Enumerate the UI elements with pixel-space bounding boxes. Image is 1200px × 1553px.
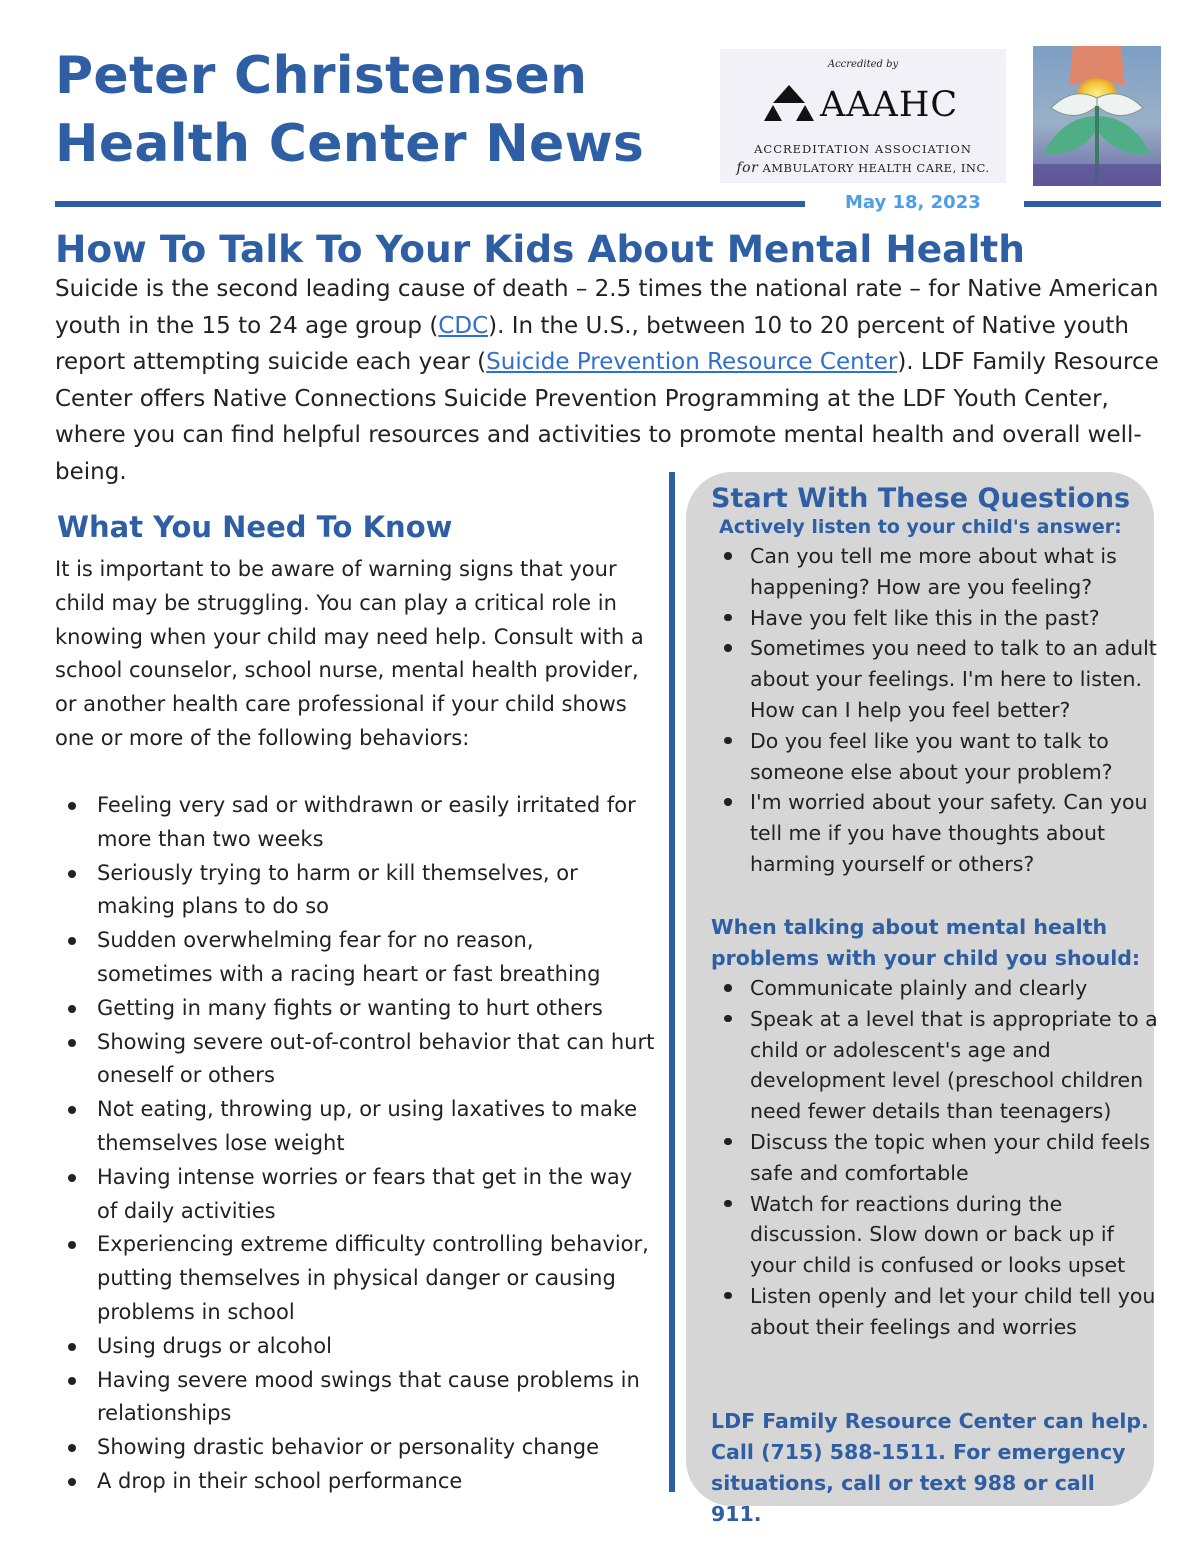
intro-text-1: Suicide is the second leading cause of death – 2.5 times the national rate – for Native American youth in the 15 to 24 age group ( [55, 276, 1159, 339]
list-item [711, 973, 1161, 1004]
aaahc-logo [720, 49, 1006, 183]
list-item-text: Communicate plainly and clearly [750, 976, 1088, 1000]
column-divider [669, 472, 675, 1492]
list-item [711, 1127, 1161, 1189]
bullet-icon [724, 1015, 732, 1023]
list-item-text: I'm worried about your safety. Can you tell me if you have thoughts about harming yourself or others? [750, 790, 1148, 876]
list-item-text: Sometimes you need to talk to an adult about your feelings. I'm here to listen. How can I help you feel better? [750, 636, 1157, 722]
list-item-text: Having severe mood swings that cause problems in relationships [97, 1367, 640, 1426]
list-item [711, 1004, 1161, 1127]
header-rule-left [55, 201, 805, 207]
issue-date: May 18, 2023 [845, 192, 981, 213]
bullet-icon [724, 737, 732, 745]
title-line-2: Health Center News [55, 114, 645, 174]
sprc-link[interactable]: Suicide Prevention Resource Center [486, 349, 898, 375]
list-item-text: A drop in their school performance [97, 1468, 463, 1493]
title-line-1: Peter Christensen [55, 46, 588, 106]
logo-line-2 [720, 160, 1006, 176]
questions-list [711, 541, 1161, 880]
sidebar-footer: LDF Family Resource Center can help. Call (715) 588-1511. For emergency situations, call or text 988 or call 911. [711, 1409, 1149, 1526]
artwork-image [1033, 46, 1161, 186]
list-item-text: Getting in many fights or wanting to hurt others [97, 995, 603, 1020]
newsletter-title [55, 42, 644, 178]
bullet-icon [724, 614, 732, 622]
list-item [55, 1431, 655, 1465]
intro-paragraph [55, 271, 1167, 490]
bullet-icon [68, 1444, 76, 1452]
list-item-text: Do you feel like you want to talk to someone else about your problem? [750, 728, 1113, 784]
bullet-icon [68, 1241, 76, 1249]
list-item-text: Showing severe out-of-control behavior that can hurt oneself or others [97, 1029, 655, 1088]
list-item-text: Watch for reactions during the discussion. Slow down or back up if your child is confused or looks upset [750, 1191, 1126, 1278]
logo-line-2-rest: AMBULATORY HEALTH CARE, INC. [762, 161, 990, 175]
list-item [55, 1228, 655, 1329]
need-to-know-body: It is important to be aware of warning signs that your child may be struggling. You can play a critical role in knowing when your child may need help. Consult with a school counselor, school nurse, mental health provider, or another health care professional if your child shows one or more of the following behaviors: [55, 557, 644, 750]
list-item [711, 787, 1161, 879]
list-item [711, 603, 1161, 634]
list-item-text: Can you tell me more about what is happening? How are you feeling? [750, 544, 1117, 599]
header-rule-right [1024, 201, 1161, 207]
bullet-icon [68, 1343, 76, 1351]
questions-sidebar [686, 472, 1158, 1526]
list-item-text: Using drugs or alcohol [97, 1333, 332, 1358]
bullet-icon [68, 1478, 76, 1486]
bullet-icon [68, 1106, 76, 1114]
list-item [711, 1281, 1161, 1343]
list-item [55, 924, 655, 992]
intro-text-2: ). In the U.S., between 10 to 20 percent of Native youth report attempting suicide each year ( [55, 312, 1129, 375]
list-item-text: Seriously trying to harm or kill themselves, or making plans to do so [97, 860, 578, 919]
warning-signs-list [55, 789, 655, 1499]
bullet-icon [724, 1200, 732, 1208]
talking-heading: When talking about mental health problems with your child you should: [711, 915, 1141, 970]
bullet-icon [724, 644, 732, 652]
logo-line-1: ACCREDITATION ASSOCIATION [754, 142, 972, 156]
list-item [55, 1161, 655, 1229]
article-headline: How To Talk To Your Kids About Mental Health [55, 227, 1025, 271]
bullet-icon [68, 1174, 76, 1182]
bullet-icon [724, 984, 732, 992]
list-item [55, 1364, 655, 1432]
list-item [55, 1465, 655, 1499]
triangles-icon [762, 83, 816, 123]
list-item-text: Experiencing extreme difficulty controlling behavior, putting themselves in physical danger or causing problems in school [97, 1232, 649, 1324]
tips-list [711, 973, 1161, 1343]
list-item [55, 1093, 655, 1161]
list-item-text: Sudden overwhelming fear for no reason, sometimes with a racing heart or fast breathing [97, 928, 601, 986]
list-item-text: Not eating, throwing up, or using laxatives to make themselves lose weight [97, 1097, 638, 1155]
list-item [55, 789, 655, 857]
bullet-icon [68, 1005, 76, 1013]
need-to-know-heading: What You Need To Know [57, 510, 453, 544]
intro-text-3: ). LDF Family Resource Center offers Native Connections Suicide Prevention Programming at the LDF Youth Center, where you can find helpful resources and activities to promote mental health and overall well-being. [55, 349, 1159, 485]
sidebar-heading: Start With These Questions [711, 483, 1131, 514]
cdc-link[interactable]: CDC [438, 312, 489, 339]
list-item [711, 633, 1161, 725]
logo-name: AAAHC [820, 85, 959, 125]
bullet-icon [68, 802, 76, 810]
bullet-icon [68, 870, 76, 878]
bullet-icon [724, 798, 732, 806]
list-item-text: Discuss the topic when your child feels safe and comfortable [750, 1129, 1151, 1185]
list-item [711, 1189, 1161, 1281]
list-item-text: Speak at a level that is appropriate to a child or adolescent's age and development level (preschool children need fewer details than teenagers) [750, 1006, 1158, 1124]
list-item-text: Feeling very sad or withdrawn or easily irritated for more than two weeks [97, 793, 636, 851]
list-item [55, 1330, 655, 1364]
bullet-icon [724, 552, 732, 560]
logo-line-2-prefix: for [736, 160, 759, 176]
list-item-text: Have you felt like this in the past? [750, 605, 1100, 630]
list-item-text: Showing drastic behavior or personality change [97, 1435, 600, 1460]
list-item [55, 1026, 655, 1094]
list-item-text: Listen openly and let your child tell you about their feelings and worries [750, 1283, 1156, 1339]
bullet-icon [68, 1039, 76, 1047]
bullet-icon [724, 1292, 732, 1300]
sidebar-subheading: Actively listen to your child's answer: [719, 516, 1122, 538]
list-item [55, 857, 655, 925]
bullet-icon [68, 937, 76, 945]
list-item [55, 992, 655, 1026]
list-item-text: Having intense worries or fears that get in the way of daily activities [97, 1164, 633, 1223]
bullet-icon [68, 1377, 76, 1385]
logo-accredited-by: Accredited by [827, 59, 899, 70]
list-item [711, 726, 1161, 788]
bullet-icon [724, 1138, 732, 1146]
list-item [711, 541, 1161, 603]
